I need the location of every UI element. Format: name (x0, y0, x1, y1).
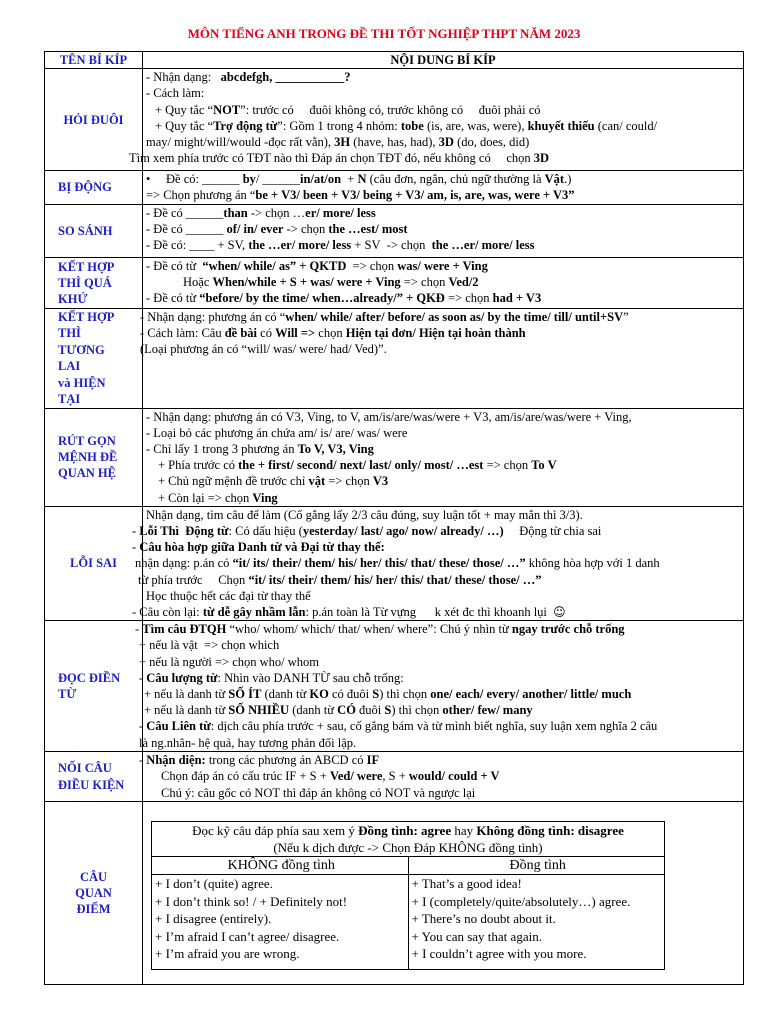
row-name (45, 752, 143, 802)
list-item: + I (completely/quite/absolutely…) agree. (411, 893, 631, 909)
row-content: - Nhận dạng: abcdefgh, ___________? - Cách làm: + Quy tắc “NOT”: trước có đuôi không có, trước không có đuôi phải có + Quy tắc “Trợ động từ”: Gồm 1 trong 4 nhóm: tobe (is, are, was, were), khuyết thiếu (can/ could/ may/ might/will/would -đọc rất vằn), 3H (have, has, had), 3D (do, does, did) Tìm xem phía trước có TĐT nào thì Đáp án chọn TĐT đó, nếu không có chọn 3D (143, 69, 744, 171)
row-content (143, 801, 744, 984)
row-ket-hop-tuong-lai (45, 308, 744, 408)
row-name (45, 257, 143, 308)
row-name-line: TẠI (58, 392, 81, 407)
list-item: + I don’t think so! / + Definitely not! (155, 893, 348, 909)
intro-text: hay (451, 822, 477, 838)
list-item: + That’s a good idea! (411, 876, 522, 892)
row-name-line: KHỨ (58, 291, 88, 306)
row-name-line: CÂU (79, 869, 108, 884)
row-ket-hop-qua-khu (45, 257, 744, 308)
list-item: + I’m afraid you are wrong. (155, 946, 300, 962)
list-item: + I’m afraid I can’t agree/ disagree. (155, 928, 340, 944)
row-name-line: QUAN HỆ (58, 466, 116, 481)
row-name-line: TƯƠNG (58, 342, 105, 357)
row-name-line: QUAN (75, 885, 112, 900)
row-noi-cau (45, 752, 744, 802)
row-name (45, 408, 143, 506)
row-doc-dien (45, 621, 744, 752)
row-name-line: MỆNH ĐỀ (58, 450, 118, 465)
list-item: + You can say that again. (411, 928, 542, 944)
row-content: - Nhận dạng: phương án có “when/ while/ after/ before/ as soon as/ by the time/ till/ until+SV” - Cách làm: Câu đề bài có Will => chọn Hiện tại đơn/ Hiện tại hoàn thành (Loại phương án có “will/ was/ were/ had/ Ved)”. (143, 308, 744, 408)
row-bi-dong (45, 171, 744, 204)
row-content: - Nhận diện: trong các phương án ABCD có IF Chọn đáp án có cấu trúc IF + S + Ved/ were, S + would/ could + V Chú ý: câu gốc có NOT thì đáp án không có NOT và ngược lại (143, 752, 744, 802)
row-loi-sai (45, 506, 744, 620)
intro-agree: Đồng tình: agree (358, 822, 452, 838)
table-header-row (45, 52, 744, 69)
opinion-intro-row (152, 821, 665, 856)
row-name-line: RÚT GỌN (58, 433, 116, 448)
row-name (45, 621, 143, 752)
agree-list (408, 875, 665, 970)
intro-disagree: Không đồng tình: disagree (476, 822, 624, 838)
row-name-line: LAI (58, 359, 81, 374)
smiley-icon: ☺ (553, 605, 566, 620)
row-rut-gon (45, 408, 744, 506)
opinion-intro (152, 821, 665, 856)
page-title: MÔN TIẾNG ANH TRONG ĐỀ THI TỐT NGHIỆP THPT NĂM 2023 (187, 26, 581, 41)
row-content: - Đề có ______than -> chọn …er/ more/ less - Đề có ______ of/ in/ ever -> chọn the …est/ most - Đề có: ____ + SV, the …er/ more/ less + SV -> chọn the …er/ more/ less (143, 204, 744, 257)
row-hoi-duoi (45, 69, 744, 171)
header-name: TÊN BÍ KÍP (45, 52, 143, 69)
opinion-table (151, 821, 665, 971)
intro-note: (Nếu k dịch được -> Chọn Đáp KHÔNG đồng tình) (273, 839, 543, 855)
row-name: LỖI SAI (45, 506, 143, 620)
row-name-line: NỐI CÂU (58, 761, 112, 776)
row-name-line: TỪ (58, 687, 77, 702)
row-name: BỊ ĐỘNG (45, 171, 143, 204)
row-name-line: ĐỌC ĐIỀN (58, 671, 121, 686)
row-name: HỎI ĐUÔI (45, 69, 143, 171)
row-name (45, 308, 143, 408)
row-content: - Nhận dạng: phương án có V3, Ving, to V, am/is/are/was/were + V3, am/is/are/was/were + Ving, - Loại bỏ các phương án chứa am/ is/ are/ was/ were - Chỉ lấy 1 trong 3 phương án To V, V3, Ving + Phía trước có the + first/ second/ next/ last/ only/ most/ …est => chọn To V + Chủ ngữ mệnh đề trước chỉ vật => chọn V3 + Còn lại => chọn Ving (143, 408, 744, 506)
opinion-header-row (152, 856, 665, 875)
row-content: Nhận dạng, tìm câu để làm (Cố gắng lấy 2/3 câu đúng, suy luận tốt + may mắn thì 3/3). - Lỗi Thì Động từ: Có dấu hiệu (yesterday/ last/ ago/ now/ already/ …) Động từ chia sai - Câu hòa hợp giữa Danh từ và Đại từ thay thế: nhận dạng: p.án có “it/ its/ their/ them/ his/ her/ this/ that/ these/ those/ …” không hòa hợp với 1 danh từ phía trước Chọn “it/ its/ their/ them/ his/ her/ this/ that/ these/ those/ …” Học thuộc hết các đại từ thay thế - Câu còn lại: từ dễ gây nhầm lẫn: p.án toàn là Từ vựng k xét đc thì khoanh lụi ☺ (143, 506, 744, 620)
row-name-line: ĐIỀU KIỆN (58, 777, 125, 792)
intro-text: Đọc kỹ câu đáp phía sau xem ý (192, 822, 359, 838)
row-content: - Đề có từ “when/ while/ as” + QKTD => chọn was/ were + Ving Hoặc When/while + S + was/ were + Ving => chọn Ved/2 - Đề có từ “before/ by the time/ when…already/” + QKĐ => chọn had + V3 (143, 257, 744, 308)
row-name-line: và HIỆN (58, 375, 106, 390)
row-name-line: KẾT HỢP (58, 259, 115, 274)
row-name-line: KẾT HỢP (58, 309, 115, 324)
list-item: + I disagree (entirely). (155, 911, 272, 927)
disagree-list (152, 875, 409, 970)
row-name-line: THÌ QUÁ (58, 275, 112, 290)
header-content: NỘI DUNG BÍ KÍP (143, 52, 744, 69)
row-content: • Đề có: ______ by/ ______in/at/on + N (câu đơn, ngắn, chủ ngữ thường là Vật.) => Chọn phương án “be + V3/ been + V3/ being + V3/ am, is, are, was, were + V3” (143, 171, 744, 204)
opinion-body-row (152, 875, 665, 970)
list-item: + I couldn’t agree with you more. (411, 946, 587, 962)
row-name: SO SÁNH (45, 204, 143, 257)
tips-table (44, 51, 744, 985)
row-name-line: ĐIỂM (76, 901, 111, 916)
row-name (45, 801, 143, 984)
col-agree-header: Đồng tình (408, 856, 665, 875)
row-so-sanh (45, 204, 744, 257)
row-cau-quan-diem (45, 801, 744, 984)
row-name-line: THÌ (58, 326, 81, 341)
list-item: + There’s no doubt about it. (411, 911, 556, 927)
col-disagree-header: KHÔNG đồng tình (152, 856, 409, 875)
list-item: + I don’t (quite) agree. (155, 876, 273, 892)
row-content: - Tìm câu ĐTQH “who/ whom/ which/ that/ when/ where”: Chú ý nhìn từ ngay trước chỗ trống + nếu là vật => chọn which + nếu là người => chọn who/ whom - Câu lượng từ: Nhìn vào DANH TỪ sau chỗ trống: + nếu là danh từ SỐ ÍT (danh từ KO có đuôi S) thì chọn one/ each/ every/ another/ little/ much + nếu là danh từ SỐ NHIỀU (danh từ CÓ đuôi S) thì chọn other/ few/ many - Câu Liên từ: dịch câu phía trước + sau, cố gắng bám và từ mình biết nghĩa, suy luận xem nghĩa 2 câu là ng.nhân- hệ quả, hay tương phản đối lập. (143, 621, 744, 752)
